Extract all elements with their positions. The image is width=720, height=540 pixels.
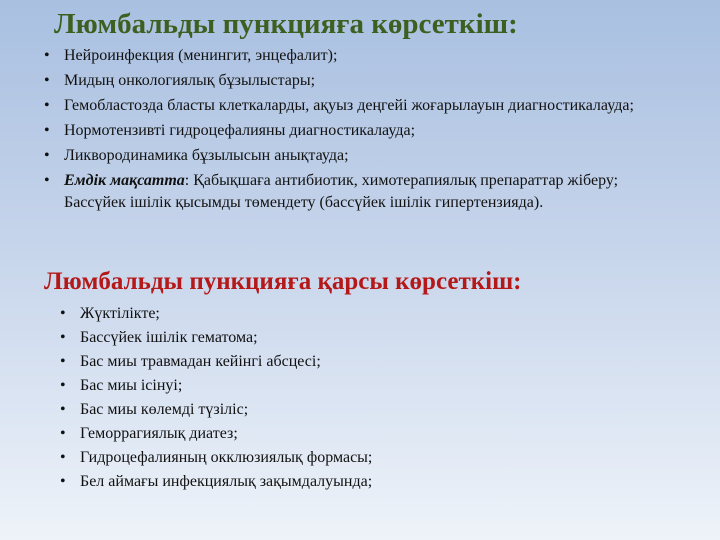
list-item — [44, 145, 684, 167]
list-item — [44, 95, 684, 117]
list-item — [60, 447, 680, 469]
list-item-therapeutic — [44, 170, 684, 214]
list-item — [60, 471, 680, 493]
list-item — [60, 423, 680, 445]
bullet-icon: • — [60, 353, 66, 370]
list-item-text: Бас миы көлемді түзіліс; — [80, 401, 249, 418]
list-item — [60, 399, 680, 421]
bullet-icon: • — [44, 122, 50, 139]
therapeutic-label: Емдік мақсатта — [64, 172, 185, 189]
contraindications-list — [60, 303, 680, 495]
list-item-text: Бас миы травмадан кейінгі абсцесі; — [80, 353, 321, 370]
list-item-text: Ликвородинамика бұзылысын анықтауда; — [64, 147, 349, 164]
bullet-icon: • — [60, 425, 66, 442]
list-item-text: Бас миы ісінуі; — [80, 377, 183, 394]
list-item — [44, 45, 684, 67]
bullet-icon: • — [44, 97, 50, 114]
bullet-icon: • — [60, 377, 66, 394]
list-item — [44, 70, 684, 92]
therapeutic-text: : Қабықшаға антибиотик, химотерапиялық препараттар жіберу; Бассүйек ішілік қысымды төмендету (бассүйек ішілік гипертензияда). — [64, 172, 619, 211]
list-item — [60, 327, 680, 349]
list-item — [60, 351, 680, 373]
bullet-icon: • — [44, 72, 50, 89]
list-item — [60, 303, 680, 325]
bullet-icon: • — [60, 449, 66, 466]
indications-list — [44, 45, 684, 217]
bullet-icon: • — [44, 172, 50, 189]
contraindications-title: Люмбальды пункцияға қарсы көрсеткіш: — [44, 268, 522, 295]
list-item-text: Мидың онкологиялық бұзылыстары; — [64, 72, 316, 89]
list-item — [44, 120, 684, 142]
list-item-text: Бел аймағы инфекциялық зақымдалуында; — [80, 473, 373, 490]
list-item-text: Нейроинфекция (менингит, энцефалит); — [64, 47, 338, 64]
list-item-text: Гидроцефалияның окклюзиялық формасы; — [80, 449, 373, 466]
bullet-icon: • — [60, 401, 66, 418]
list-item-text: Жүктілікте; — [80, 305, 160, 322]
list-item-text: Геморрагиялық диатез; — [80, 425, 238, 442]
indications-title: Люмбальды пункцияға көрсеткіш: — [54, 8, 518, 40]
list-item — [60, 375, 680, 397]
list-item-text: Гемобластозда бласты клеткаларды, ақуыз деңгейі жоғарылауын диагностикалауда; — [64, 97, 634, 114]
bullet-icon: • — [60, 329, 66, 346]
bullet-icon: • — [60, 305, 66, 322]
bullet-icon: • — [44, 47, 50, 64]
bullet-icon: • — [44, 147, 50, 164]
list-item-text: Бассүйек ішілік гематома; — [80, 329, 258, 346]
list-item-text: Нормотензивті гидроцефалияны диагностикалауда; — [64, 122, 416, 139]
bullet-icon: • — [60, 473, 66, 490]
